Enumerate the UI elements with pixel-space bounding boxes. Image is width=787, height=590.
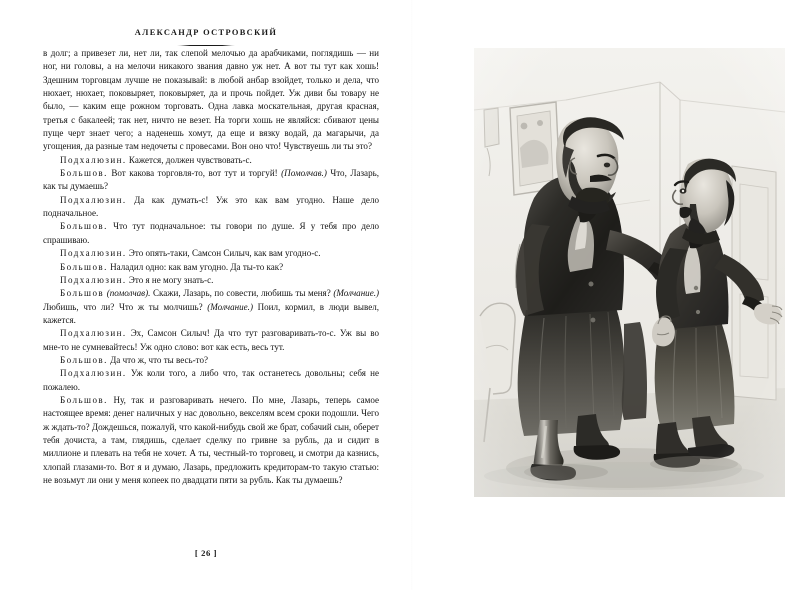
running-head-title: АЛЕКСАНДР ОСТРОВСКИЙ xyxy=(134,28,278,37)
speech-paragraph xyxy=(43,274,379,287)
speech-text: Поил, кормил, в люди вывел, кажется. xyxy=(43,301,380,325)
speech-text: в долг; а привезет ли, нет ли, так слепой мелочью да арабчиками, поглядишь — ни ног, ни головы, а на мелочи никакого звания давно уж нет. А вот ты тут как хошь! Здешним торговцам лучше не показывай: в любой анбар взойдет, только и дела, что нюхает, нюхает, поковыряет, поковыряет, да и прочь пойдет. Уж диви бы товару не было, — каким еще рожном торговать. Одна лавка москательная, другая красная, третья с бакалеей; так нет, ничто не везет. На торги хошь не являйся: сбивают цены пуще черт знает чего; а наденешь хомут, да еще и вязку водай, да магарычи, да угощения, да разные там недочеты с провесами. Вон оно что! Чувствуешь ли ты это? xyxy=(43,48,379,152)
lithograph-drawing xyxy=(474,48,785,497)
speaker-name: Большов. xyxy=(60,261,108,272)
speaker-name: Большов. xyxy=(60,354,108,365)
speech-text: Это опять-таки, Самсон Силыч, как вам угодно-с. xyxy=(126,248,321,259)
speech-paragraph xyxy=(43,167,379,194)
speech-text: Эх, Самсон Силыч! Да что тут разговаривать-то-с. Уж вы во мне-то не сумневайтесь! Уж одно слово: вот как есть, весь тут. xyxy=(43,328,379,352)
running-head xyxy=(0,22,412,47)
speech-paragraph xyxy=(43,327,379,354)
speech-text: Это я не могу знать-с. xyxy=(126,274,214,285)
speech-text: Любишь, что ли? Что ж ты молчишь? xyxy=(43,301,208,312)
speech-paragraph xyxy=(43,154,379,167)
recto-plate-page xyxy=(412,0,787,590)
speaker-name: Подхалюзин. xyxy=(60,248,127,259)
speaker-name: Большов. xyxy=(60,168,108,179)
speech-text: Скажи, Лазарь, по совести, любишь ты меня? xyxy=(150,288,334,299)
speech-paragraph xyxy=(43,394,379,487)
speech-text: Что, Лазарь, как ты думаешь? xyxy=(43,168,379,192)
body-paragraph xyxy=(43,47,379,154)
speech-text: Ну, так и разговаривать нечего. По мне, Лазарь, теперь самое настоящее время: денег наличных у нас довольно, векселям всем сроки подошли. Чего ж ждать-то? Дождешься, пожалуй, что какой-нибудь свой же брат, собачий сын, оберет тебя дочиста, а там, глядишь, сделает сделку по гривне за рубль, да и сидит в миллионе и плевать на тебя не хочет. А ты, честный-то торговец, и смотри да казнись, хлопай глазами-то. Вот я и думаю, Лазарь, предложить кредиторам-то такую статью: не возьмут ли они у меня копеек по двадцати пяти за рубль. Как ты думаешь? xyxy=(43,394,379,485)
speech-text: Да что ж, что ты весь-то? xyxy=(107,354,208,365)
speech-paragraph xyxy=(43,287,379,327)
illustration-plate xyxy=(474,48,785,497)
speech-paragraph xyxy=(43,247,379,260)
stage-direction: (Молчание.) xyxy=(333,288,379,299)
speech-paragraph xyxy=(43,261,379,274)
speech-text: Да как думать-с! Уж это как вам угодно. Наше дело подначальное. xyxy=(43,194,379,219)
speaker-name: Подхалюзин. xyxy=(60,274,127,285)
speaker-name: Подхалюзин. xyxy=(60,328,127,339)
speaker-name: Подхалюзин. xyxy=(60,194,127,205)
speaker-name: Подхалюзин. xyxy=(60,368,127,379)
speaker-name: Большов xyxy=(60,288,105,299)
page-folio: [ 26 ] xyxy=(194,548,218,558)
speech-paragraph xyxy=(43,367,379,394)
speech-text: Уж коли того, а либо что, так останетесь довольны; себя не пожалею. xyxy=(43,368,379,392)
speech-paragraph xyxy=(43,354,379,367)
speaker-name: Большов. xyxy=(60,394,108,405)
speech-text: Кажется, должен чувствовать-с. xyxy=(126,154,252,165)
speaker-name: Большов. xyxy=(60,221,108,232)
stage-direction: (Помолчав.) xyxy=(281,168,327,179)
speech-text: Вот какова торговля-то, вот тут и торгуй! xyxy=(107,168,282,179)
stage-direction: (помолчав). xyxy=(104,288,151,299)
speaker-name: Подхалюзин. xyxy=(60,154,127,165)
speech-paragraph xyxy=(43,194,379,221)
body-text-block xyxy=(43,47,379,487)
speech-text: Что тут подначальное: ты говори по душе. Я у тебя про дело спрашиваю. xyxy=(43,221,379,245)
speech-text: Наладил одно: как вам угодно. Да ты-то как? xyxy=(107,261,284,272)
speech-paragraph xyxy=(43,220,379,247)
stage-direction: (Молчание.) xyxy=(207,301,253,312)
